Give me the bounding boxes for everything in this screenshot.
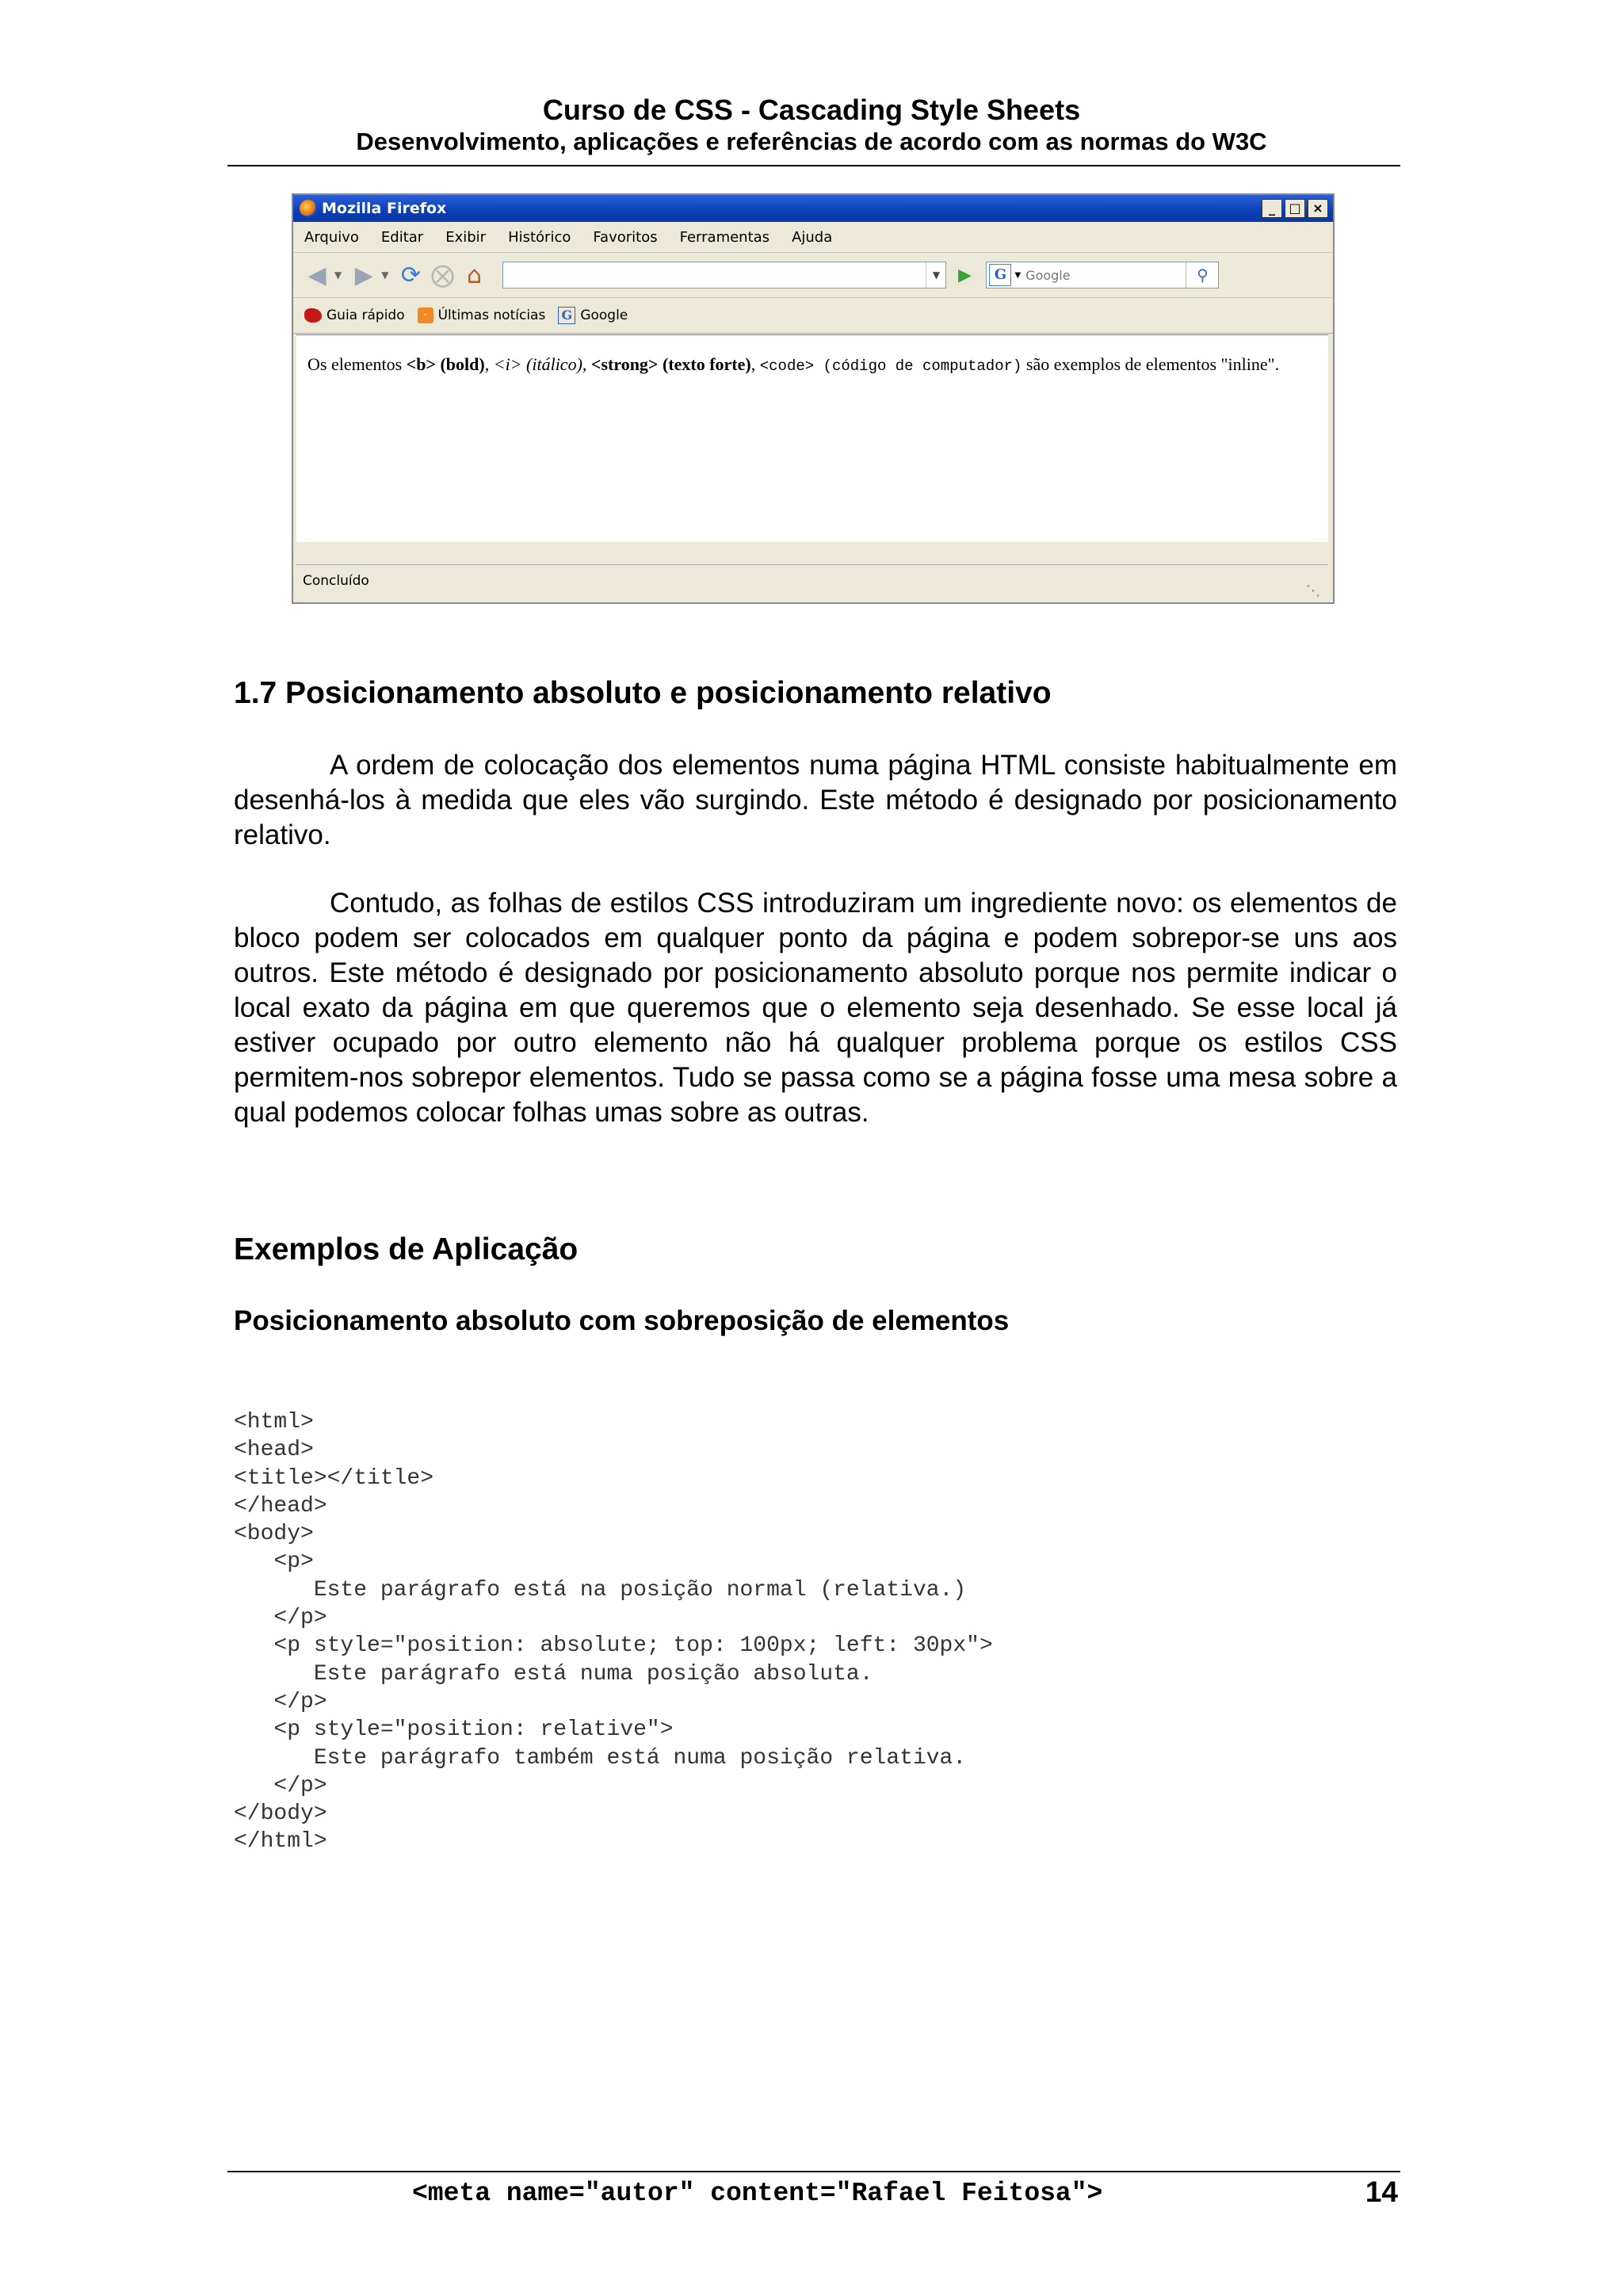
tag-strong: <strong> [590, 354, 659, 374]
google-icon[interactable]: G [989, 264, 1011, 286]
window-titlebar [293, 195, 1333, 222]
menu-bar [293, 222, 1333, 253]
status-text: Concluído [303, 573, 369, 589]
code-sample: <html> <head> <title></title> </head> <body> <p> Este parágrafo está na posição normal (relativa.) </p> <p style="position: absolute; top: 100px; left: 30px"> Este parágrafo está numa posição absoluta. </p> <p style="position: relative"> Este parágrafo também está numa posição relativa. </p> </body> </html> [234, 1410, 993, 1855]
content-text: são exemplos de elementos "inline". [1022, 354, 1280, 374]
examples-subheading: Posicionamento absoluto com sobreposição de elementos [234, 1305, 1010, 1336]
firefox-screenshot [292, 193, 1335, 604]
label-strong: (texto forte) [658, 354, 751, 374]
home-icon[interactable]: ⌂ [466, 261, 482, 289]
bookmark-ultimas-noticias[interactable] [418, 308, 546, 323]
examples-heading: Exemplos de Aplicação [234, 1232, 579, 1266]
back-icon[interactable]: ◀ [307, 261, 327, 289]
browser-content [296, 334, 1328, 542]
label-bold: (bold) [435, 354, 485, 374]
firefox-bookmark-icon [304, 308, 322, 323]
menu-ajuda[interactable]: Ajuda [792, 228, 833, 246]
tag-code: <code> [759, 357, 815, 375]
label-code: (código de computador) [814, 357, 1022, 375]
footer-rule [227, 2171, 1400, 2172]
google-icon: G [558, 307, 575, 324]
maximize-button[interactable]: □ [1285, 199, 1305, 218]
document-title: Curso de CSS - Cascading Style Sheets [542, 94, 1081, 126]
url-bar[interactable] [502, 262, 946, 288]
menu-ferramentas[interactable]: Ferramentas [679, 228, 770, 246]
bookmark-guia-rapido[interactable] [304, 308, 405, 323]
page-header [0, 94, 1623, 157]
tag-b: <b> [406, 354, 436, 374]
search-input[interactable] [1024, 267, 1186, 284]
stop-icon[interactable]: ⨂ [430, 261, 455, 289]
minimize-button[interactable]: _ [1262, 199, 1282, 218]
navigation-toolbar [293, 253, 1333, 298]
forward-icon[interactable]: ▶ [354, 261, 373, 289]
document-subtitle: Desenvolvimento, aplicações e referências de acordo com as normas do W3C [356, 128, 1267, 155]
chevron-down-icon[interactable]: ▼ [926, 262, 945, 288]
menu-historico[interactable]: Histórico [508, 228, 571, 246]
bookmark-google[interactable] [558, 307, 628, 324]
label-italic: (itálico) [521, 354, 582, 374]
chevron-down-icon[interactable]: ▼ [334, 269, 342, 281]
resize-grip-icon[interactable]: ⋱ [1306, 583, 1320, 599]
firefox-logo-icon [300, 200, 317, 217]
tag-i: <i> [493, 354, 522, 374]
section-heading: 1.7 Posicionamento absoluto e posicionamento relativo [234, 676, 1052, 710]
content-text: Os elementos [307, 354, 407, 374]
go-icon[interactable]: ▶ [958, 265, 972, 285]
content-text: , [484, 354, 494, 374]
header-rule [227, 165, 1400, 166]
content-text: , [750, 354, 760, 374]
bookmark-label: Últimas notícias [437, 308, 546, 323]
status-bar [296, 564, 1328, 599]
search-box [986, 262, 1219, 288]
paragraph: A ordem de colocação dos elementos numa página HTML consiste habitualmente em desenhá-los à medida que eles vão surgindo. Este método é designado por posicionamento relativo. [234, 750, 1397, 850]
chevron-down-icon[interactable]: ▼ [381, 269, 389, 281]
menu-favoritos[interactable]: Favoritos [593, 228, 658, 246]
menu-editar[interactable]: Editar [380, 228, 424, 246]
content-text: , [582, 354, 591, 374]
rss-icon: ⋅ [418, 308, 433, 323]
window-title: Mozilla Firefox [322, 200, 447, 217]
menu-arquivo[interactable]: Arquivo [304, 228, 359, 246]
close-button[interactable]: × [1308, 199, 1328, 218]
page-number: 14 [1365, 2176, 1398, 2208]
bookmark-label: Guia rápido [327, 308, 405, 323]
chevron-down-icon[interactable]: ▼ [1014, 270, 1022, 280]
reload-icon[interactable]: ⟳ [400, 261, 422, 289]
bookmark-label: Google [580, 308, 628, 323]
search-icon[interactable]: ⚲ [1186, 262, 1218, 288]
footer-meta: <meta name="autor" content="Rafael Feitosa"> [412, 2179, 1103, 2208]
bookmarks-toolbar [293, 298, 1333, 334]
paragraph: Contudo, as folhas de estilos CSS introduziram um ingrediente novo: os elementos de bloco podem ser colocados em qualquer ponto da página e podem sobrepor-se uns aos outros. Este método é designado por posicionamento absoluto porque nos permite indicar o local exato da página em que queremos que o elemento seja desenhado. Se esse local já estiver ocupado por outro elemento não há qualquer problema porque os estilos CSS permitem-nos sobrepor elementos. Tudo se passa como se a página fosse uma mesa sobre a qual podemos colocar folhas umas sobre as outras. [234, 888, 1397, 1128]
menu-exibir[interactable]: Exibir [445, 228, 487, 246]
